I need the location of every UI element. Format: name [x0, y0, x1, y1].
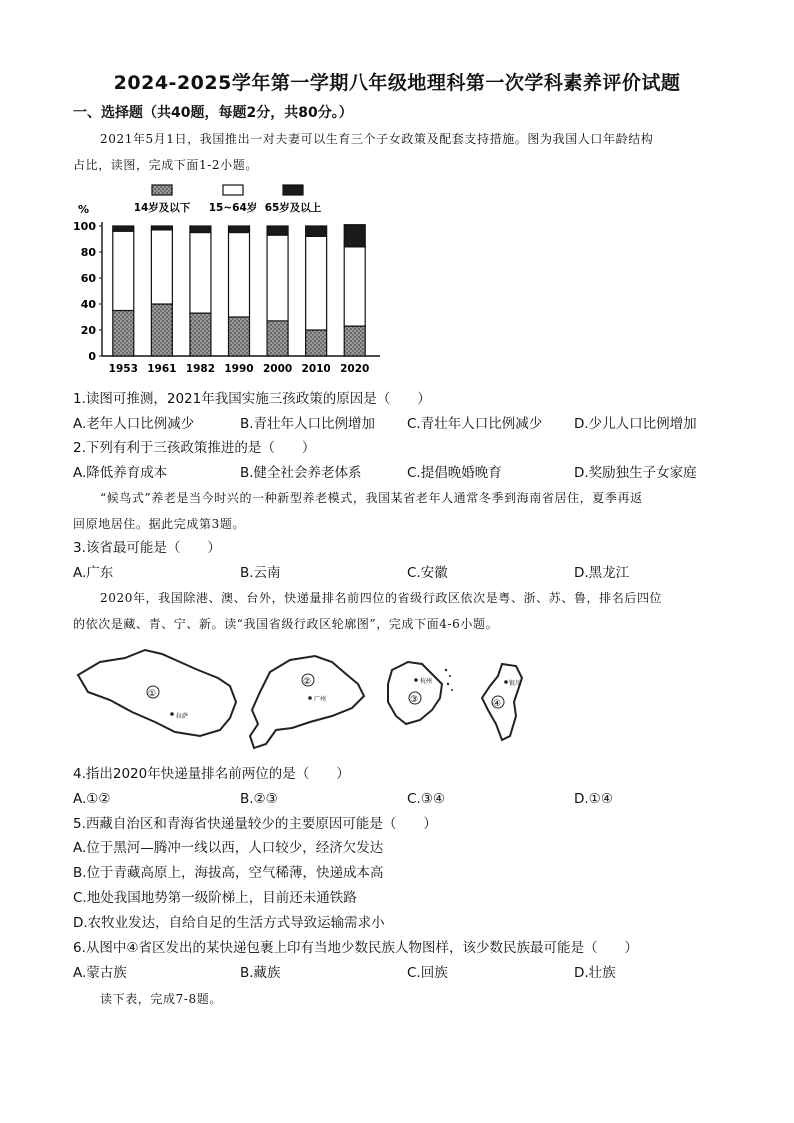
q3-option-c[interactable]: C.安徽	[407, 565, 448, 581]
intro-3-line-1: 2020年，我国除港、澳、台外，快递量排名前四位的省级行政区依次是粤、浙、苏、鲁，排名后四位	[100, 591, 663, 605]
y-tick-label: 60	[80, 272, 96, 285]
bar-segment-1990-1	[229, 233, 250, 318]
bar-segment-1953-0	[113, 311, 134, 357]
province-2-guangdong	[250, 656, 364, 748]
province-3-number: ③	[410, 695, 419, 705]
legend-swatch-2	[283, 185, 303, 195]
bar-segment-1961-1	[151, 230, 172, 304]
q3-option-a[interactable]: A.广东	[73, 565, 114, 581]
q4-option-b[interactable]: B.②③	[240, 791, 278, 807]
intro-2-line-1: “候鸟式”养老是当今时兴的一种新型养老模式，我国某省老年人通常冬季到海南省居住，夏季再返	[100, 491, 643, 505]
x-tick-label: 2020	[340, 363, 370, 375]
legend-label-0: 14岁及以下	[133, 202, 191, 214]
bar-segment-1953-2	[113, 226, 134, 231]
q6-option-c[interactable]: C.回族	[407, 965, 448, 981]
province-2-city: 广州	[314, 696, 327, 703]
province-4-ningxia	[482, 664, 522, 740]
y-tick-label: 80	[80, 246, 96, 259]
q6-option-d[interactable]: D.壮族	[574, 965, 616, 981]
province-1-number: ①	[148, 689, 157, 699]
y-tick-label: 20	[80, 324, 96, 337]
q2-stem: 2.下列有利于三孩政策推进的是（ ）	[73, 440, 316, 456]
bar-segment-2020-2	[344, 225, 365, 247]
province-1-city: 拉萨	[176, 713, 189, 720]
bar-segment-2010-0	[306, 330, 327, 356]
bar-segment-1982-1	[190, 233, 211, 314]
province-2-number: ②	[303, 677, 312, 687]
q1-option-a[interactable]: A.老年人口比例减少	[73, 416, 195, 432]
q3-stem: 3.该省最可能是（ ）	[73, 540, 221, 556]
province-1-tibet	[78, 650, 236, 736]
q1-option-d[interactable]: D.少儿人口比例增加	[574, 416, 697, 432]
x-tick-label: 2000	[262, 363, 293, 375]
q7-8-intro: 读下表，完成7-8题。	[100, 992, 222, 1006]
q1-option-c[interactable]: C.青壮年人口比例减少	[407, 416, 543, 432]
bar-segment-1990-0	[229, 317, 250, 356]
bar-segment-1961-0	[151, 304, 172, 356]
province-4-city: 银川	[509, 680, 522, 687]
x-tick-label: 2010	[301, 363, 331, 375]
bar-segment-1982-0	[190, 313, 211, 356]
legend-label-2: 65岁及以上	[264, 202, 322, 214]
legend-label-1: 15~64岁	[208, 202, 258, 214]
section-heading: 一、选择题（共40题，每题2分，共80分。）	[73, 105, 353, 121]
x-tick-label: 1953	[108, 363, 138, 375]
province-4-number: ④	[493, 699, 502, 709]
q5-stem: 5.西藏自治区和青海省快递量较少的主要原因可能是（ ）	[73, 816, 437, 832]
bar-segment-2010-2	[306, 226, 327, 236]
intro-3-line-2: 的依次是藏、青、宁、新。读“我国省级行政区轮廓图”，完成下面4-6小题。	[73, 617, 499, 631]
q3-option-b[interactable]: B.云南	[240, 565, 281, 581]
intro-2-line-2: 回原地居住。据此完成第3题。	[73, 517, 246, 531]
legend-swatch-0	[152, 185, 172, 195]
bar-segment-1982-2	[190, 226, 211, 233]
bar-segment-2010-1	[306, 236, 327, 330]
q4-stem: 4.指出2020年快递量排名前两位的是（ ）	[73, 766, 350, 782]
chart-legend	[134, 185, 322, 214]
q4-option-c[interactable]: C.③④	[407, 791, 445, 807]
q2-option-d[interactable]: D.奖励独生子女家庭	[574, 465, 697, 481]
legend-swatch-1	[223, 185, 243, 195]
y-tick-label: 100	[73, 220, 96, 233]
intro-1-line-2: 占比，读图，完成下面1-2小题。	[73, 158, 258, 172]
q1-option-b[interactable]: B.青壮年人口比例增加	[240, 416, 376, 432]
province-3-zhejiang	[388, 662, 453, 724]
q2-option-b[interactable]: B.健全社会养老体系	[240, 465, 362, 481]
x-tick-label: 1982	[185, 363, 216, 375]
y-axis-unit-label: %	[78, 203, 90, 216]
q5-option-c[interactable]: C.地处我国地势第一级阶梯上，目前还未通铁路	[73, 890, 357, 906]
intro-1-line-1: 2021年5月1日，我国推出一对夫妻可以生育三个子女政策及配套支持措施。图为我国人口年龄结构	[100, 132, 654, 146]
q5-option-b[interactable]: B.位于青藏高原上，海拔高，空气稀薄，快递成本高	[73, 865, 384, 881]
y-tick-label: 40	[80, 298, 96, 311]
q1-stem: 1.读图可推测，2021年我国实施三孩政策的原因是（ ）	[73, 391, 431, 407]
bar-segment-2020-0	[344, 326, 365, 356]
bar-segment-1961-2	[151, 226, 172, 230]
bar-segment-2020-1	[344, 247, 365, 326]
bar-segment-1990-2	[229, 226, 250, 233]
bar-segment-2000-1	[267, 235, 288, 321]
province-outline-map	[70, 640, 530, 760]
bar-segment-1953-1	[113, 231, 134, 310]
bar-segment-2000-0	[267, 321, 288, 356]
q4-option-d[interactable]: D.①④	[574, 791, 613, 807]
q5-option-d[interactable]: D.农牧业发达，自给自足的生活方式导致运输需求小	[73, 915, 385, 931]
exam-title: 2024-2025学年第一学期八年级地理科第一次学科素养评价试题	[113, 72, 681, 94]
q6-option-a[interactable]: A.蒙古族	[73, 965, 127, 981]
q2-option-a[interactable]: A.降低养育成本	[73, 465, 168, 481]
q4-option-a[interactable]: A.①②	[73, 791, 111, 807]
q2-option-c[interactable]: C.提倡晚婚晚育	[407, 465, 502, 481]
q6-stem: 6.从图中④省区发出的某快递包裹上印有当地少数民族人物图样，该少数民族最可能是（ ）	[73, 940, 638, 956]
q6-option-b[interactable]: B.藏族	[240, 965, 281, 981]
population-age-structure-chart	[70, 180, 390, 380]
x-tick-label: 1990	[224, 363, 254, 375]
province-3-city: 杭州	[420, 678, 433, 685]
x-tick-label: 1961	[147, 363, 177, 375]
y-tick-label: 0	[88, 350, 96, 363]
q5-option-a[interactable]: A.位于黑河—腾冲一线以西，人口较少，经济欠发达	[73, 840, 384, 856]
bar-segment-2000-2	[267, 226, 288, 235]
q3-option-d[interactable]: D.黑龙江	[574, 565, 630, 581]
